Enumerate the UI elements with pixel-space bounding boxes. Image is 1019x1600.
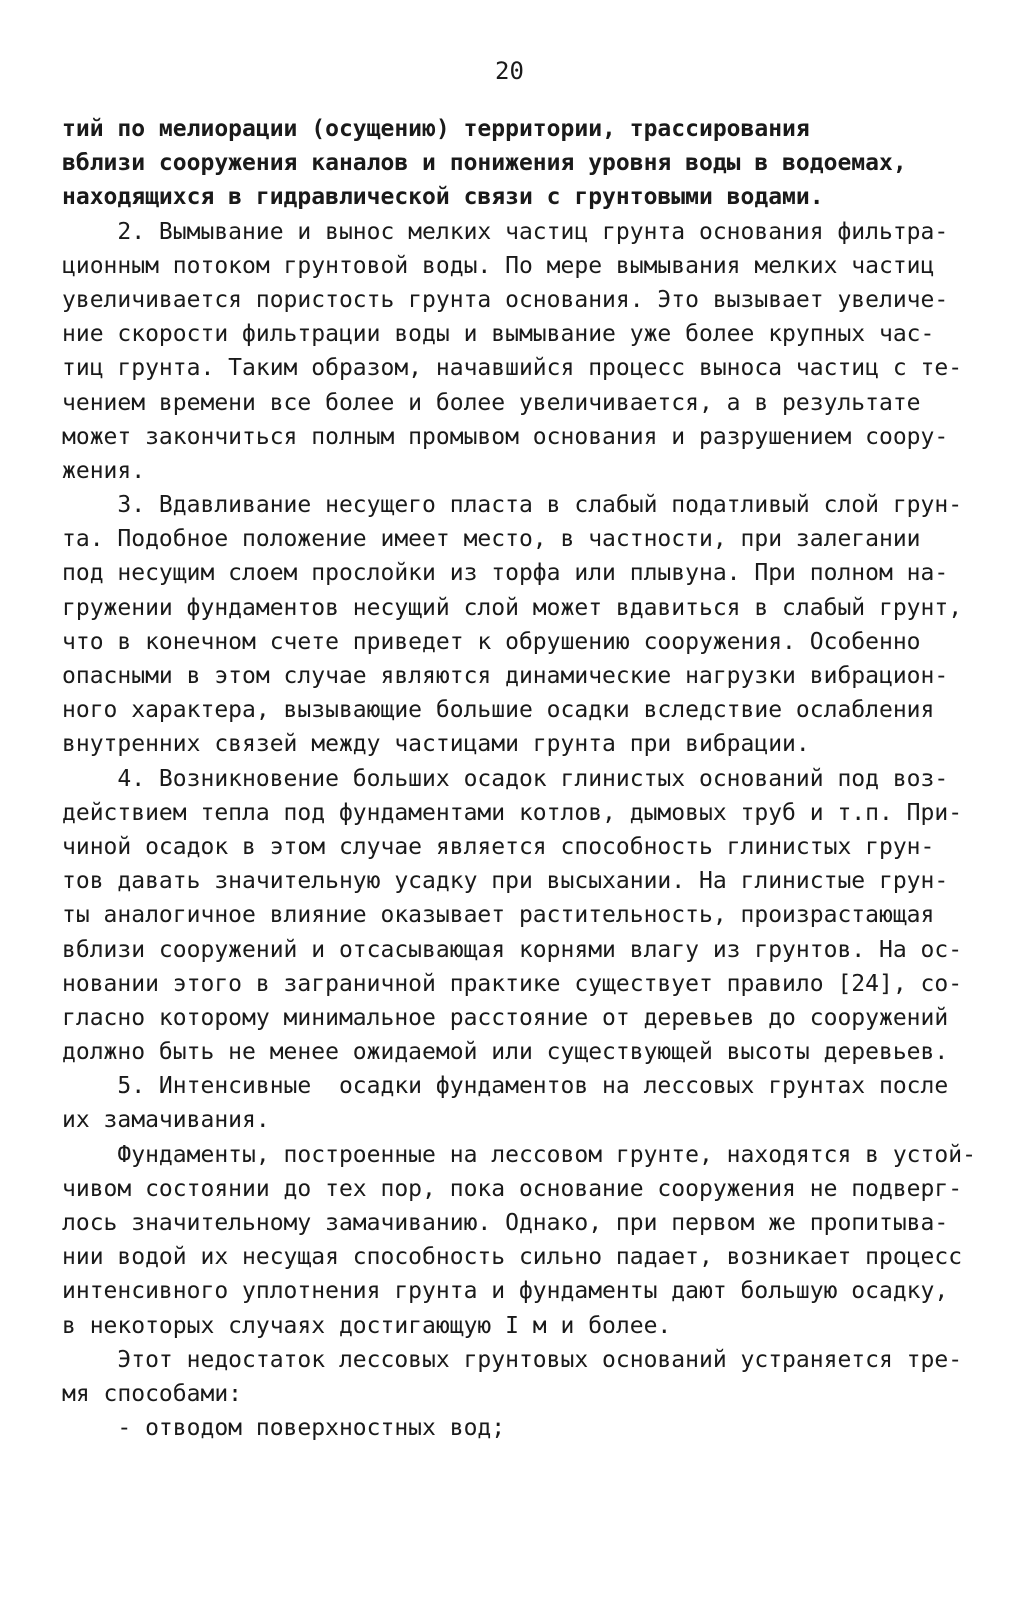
- text-line: тий по мелиорации (осущению) территории, трассирования: [62, 116, 810, 142]
- text-line: чивом состоянии до тех пор, пока основание сооружения не подверг-: [62, 1175, 963, 1202]
- text-line: жения.: [62, 457, 146, 484]
- text-line: 4. Возникновение больших осадок глинистых оснований под воз-: [62, 765, 949, 792]
- text-line: ты аналогичное влияние оказывает растительность, произрастающая: [62, 902, 935, 929]
- text-line: ние скорости фильтрации воды и вымывание уже более крупных час-: [62, 321, 935, 348]
- text-line: - отводом поверхностных вод;: [62, 1415, 506, 1442]
- text-line: Фундаменты, построенные на лессовом грунте, находятся в устой-: [62, 1141, 976, 1168]
- text-line: 5. Интенсивные осадки фундаментов на лессовых грунтах после: [62, 1073, 949, 1100]
- text-line: чиной осадок в этом случае является способность глинистых грун-: [62, 833, 935, 860]
- text-line: увеличивается пористость грунта основания. Это вызывает увеличе-: [62, 286, 949, 313]
- text-line: внутренних связей между частицами грунта при вибрации.: [62, 731, 810, 758]
- text-line: лось значительному замачиванию. Однако, при первом же пропитыва-: [62, 1210, 949, 1236]
- text-line: та. Подобное положение имеет место, в частности, при залегании: [62, 526, 921, 553]
- text-line: гласно которому минимальное расстояние от деревьев до сооружений: [62, 1004, 949, 1031]
- body-text: [62, 112, 982, 1445]
- text-line: вблизи сооружения каналов и понижения уровня воды в водоемах,: [62, 150, 907, 177]
- text-line: действием тепла под фундаментами котлов, дымовых труб и т.п. При-: [62, 799, 963, 826]
- page-number: 20: [495, 57, 524, 85]
- text-line: тиц грунта. Таким образом, начавшийся процесс выноса частиц с те-: [62, 355, 963, 382]
- text-line: что в конечном счете приведет к обрушению сооружения. Особенно: [62, 628, 921, 655]
- text-line: их замачивания.: [62, 1107, 270, 1134]
- text-line: интенсивного уплотнения грунта и фундаменты дают большую осадку,: [62, 1278, 949, 1305]
- text-line: гружении фундаментов несущий слой может вдавиться в слабый грунт,: [62, 594, 963, 621]
- text-line: мя способами:: [62, 1380, 243, 1407]
- text-line: чением времени все более и более увеличивается, а в результате: [62, 389, 921, 416]
- text-line: в некоторых случаях достигающую I м и более.: [62, 1312, 672, 1339]
- text-line: тов давать значительную усадку при высыхании. На глинистые грун-: [62, 868, 949, 895]
- text-line: должно быть не менее ожидаемой или существующей высоты деревьев.: [62, 1039, 949, 1066]
- text-line: ционным потоком грунтовой воды. По мере вымывания мелких частиц: [62, 252, 935, 279]
- text-line: новании этого в заграничной практике существует правило [24], со-: [62, 970, 963, 997]
- text-line: находящихся в гидравлической связи с грунтовыми водами.: [62, 184, 824, 211]
- text-line: нии водой их несущая способность сильно падает, возникает процесс: [62, 1244, 963, 1271]
- text-line: может закончиться полным промывом основания и разрушением соору-: [62, 423, 949, 450]
- text-line: 2. Вымывание и вынос мелких частиц грунта основания фильтра-: [62, 218, 949, 245]
- text-line: опасными в этом случае являются динамические нагрузки вибрацион-: [62, 663, 949, 689]
- text-line: ного характера, вызывающие большие осадки вследствие ослабления: [62, 697, 935, 724]
- text-line: 3. Вдавливание несущего пласта в слабый податливый слой грун-: [62, 492, 963, 519]
- text-line: под несущим слоем прослойки из торфа или плывуна. При полном на-: [62, 560, 949, 587]
- text-line: Этот недостаток лессовых грунтовых оснований устраняется тре-: [62, 1346, 963, 1373]
- text-line: вблизи сооружений и отсасывающая корнями влагу из грунтов. На ос-: [62, 936, 963, 963]
